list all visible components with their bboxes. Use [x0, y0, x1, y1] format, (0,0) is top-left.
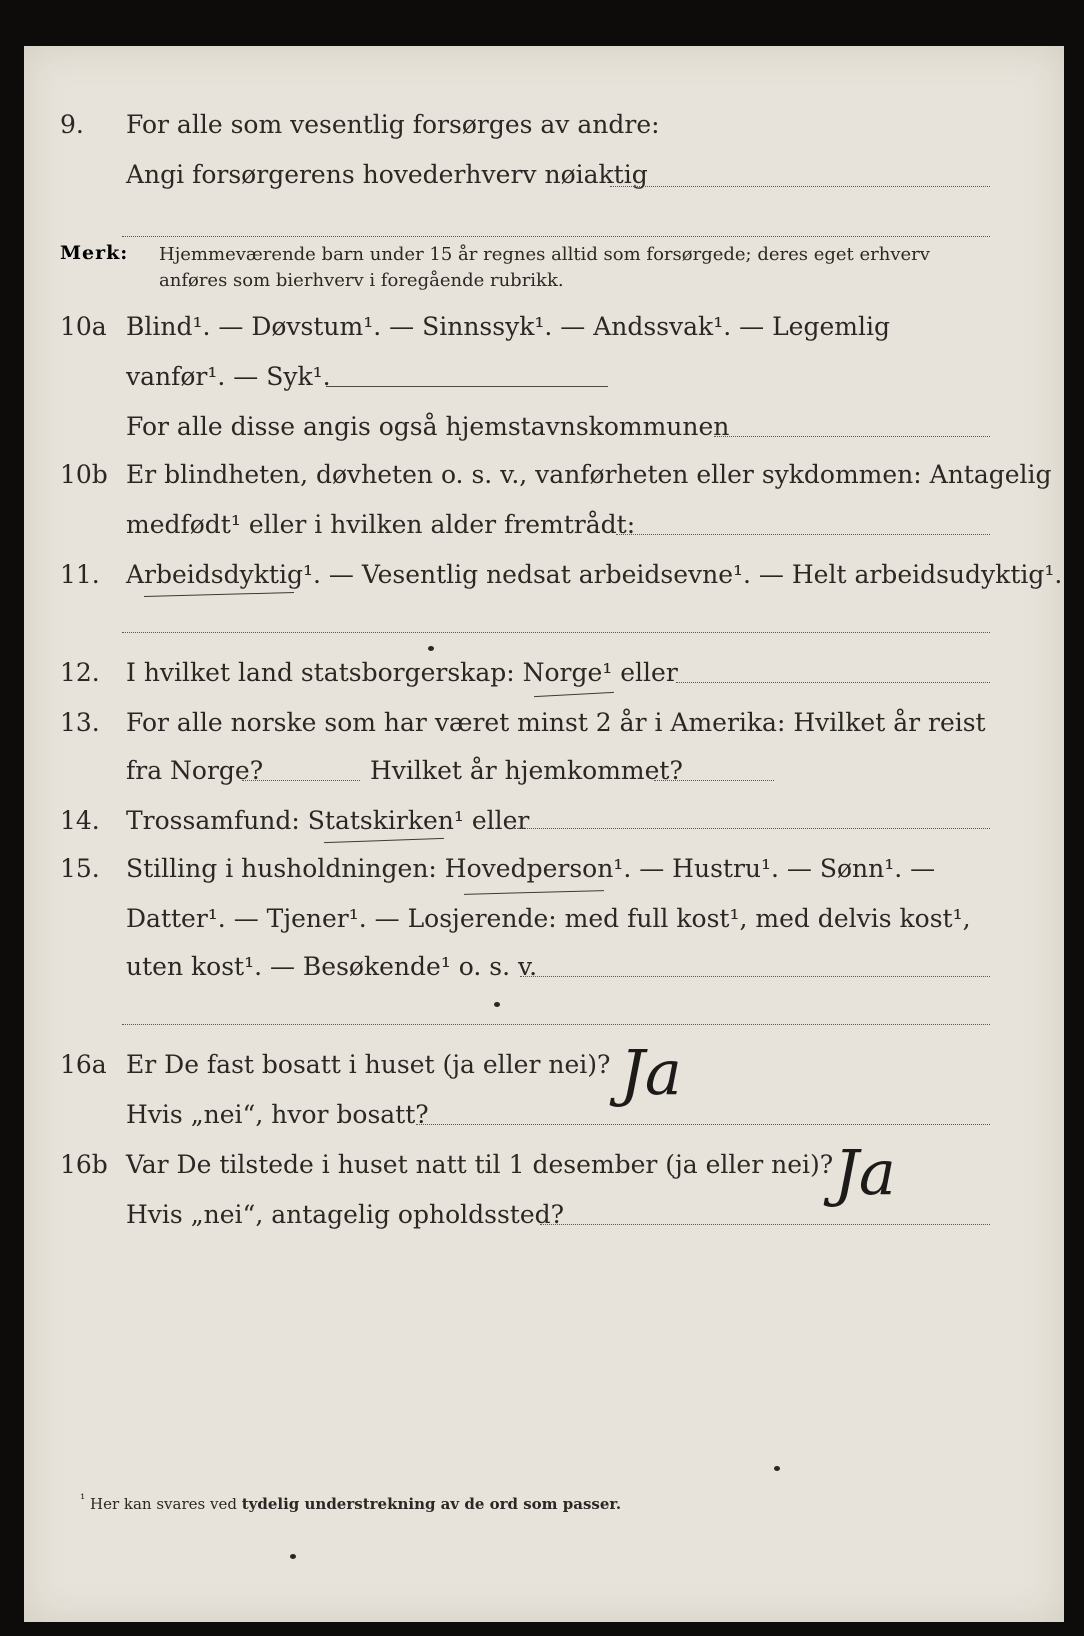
answer-line[interactable]	[122, 632, 990, 633]
question-text: Stilling i husholdningen: Hovedperson¹. — Hustru¹. — Sønn¹. —	[126, 854, 936, 883]
question-text: Angi forsørgerens hovederhverv nøiaktig	[126, 160, 648, 189]
ink-speck	[774, 1466, 780, 1471]
question-text: Hvis „nei“, hvor bosatt?	[126, 1100, 429, 1129]
question-text: Er De fast bosatt i huset (ja eller nei)?	[126, 1050, 611, 1079]
question-text: For alle som vesentlig forsørges av andre:	[126, 110, 660, 139]
answer-line[interactable]	[326, 386, 608, 387]
answer-line[interactable]	[122, 1024, 990, 1025]
question-text: Hvis „nei“, antagelig opholdssted?	[126, 1200, 565, 1229]
question-number: 12.	[60, 658, 100, 687]
note-text-line-1: Hjemmeværende barn under 15 år regnes alltid som forsørgede; deres eget erhverv	[159, 244, 930, 265]
answer-line[interactable]	[714, 436, 990, 437]
question-text: For alle disse angis også hjemstavnskommunen	[126, 412, 730, 441]
handwritten-underline	[324, 838, 444, 843]
handwritten-underline	[464, 890, 604, 895]
question-text: fra Norge?	[126, 756, 264, 785]
question-text: medfødt¹ eller i hvilken alder fremtrådt:	[126, 510, 636, 539]
answer-line[interactable]	[514, 828, 990, 829]
answer-line[interactable]	[654, 780, 774, 781]
answer-line[interactable]	[416, 1124, 990, 1125]
census-form-page	[24, 46, 1064, 1622]
question-number: 16b	[60, 1150, 108, 1179]
footnote-emphasis: tydelig understrekning av de ord som passer.	[241, 1495, 622, 1513]
handwritten-answer: Ja	[834, 1136, 896, 1209]
ink-speck	[428, 646, 434, 651]
question-text: vanfør¹. — Syk¹.	[126, 362, 331, 391]
question-text: Hvilket år hjemkommet?	[370, 756, 683, 785]
footnote-text: Her kan svares ved	[90, 1495, 242, 1513]
note-label: Merk:	[60, 242, 129, 264]
question-text: I hvilket land statsborgerskap: Norge¹ eller	[126, 658, 678, 687]
question-number: 10a	[60, 312, 107, 341]
question-number: 9.	[60, 110, 84, 139]
handwritten-answer: Ja	[620, 1036, 682, 1109]
ink-speck	[494, 1002, 500, 1007]
question-number: 16a	[60, 1050, 107, 1079]
question-text: For alle norske som har været minst 2 år i Amerika: Hvilket år reist	[126, 708, 986, 737]
answer-line[interactable]	[242, 780, 360, 781]
answer-line[interactable]	[610, 186, 990, 187]
question-text: Arbeidsdyktig¹. — Vesentlig nedsat arbeidsevne¹. — Helt arbeidsudyktig¹.	[126, 560, 1063, 589]
question-text: uten kost¹. — Besøkende¹ o. s. v.	[126, 952, 538, 981]
question-text: Er blindheten, døvheten o. s. v., vanførheten eller sykdommen: Antagelig	[126, 460, 1052, 489]
question-number: 13.	[60, 708, 100, 737]
question-number: 10b	[60, 460, 108, 489]
handwritten-underline	[534, 692, 614, 697]
question-text: Blind¹. — Døvstum¹. — Sinnssyk¹. — Andssvak¹. — Legemlig	[126, 312, 890, 341]
answer-line[interactable]	[540, 1224, 990, 1225]
answer-line[interactable]	[616, 534, 990, 535]
question-number: 15.	[60, 854, 100, 883]
answer-line[interactable]	[122, 236, 990, 237]
note-text-line-2: anføres som bierhverv i foregående rubrikk.	[159, 270, 564, 291]
footnote-mark: ¹	[80, 1492, 86, 1507]
answer-line[interactable]	[520, 976, 990, 977]
question-text: Trossamfund: Statskirken¹ eller	[126, 806, 530, 835]
handwritten-underline	[144, 592, 294, 597]
question-text: Datter¹. — Tjener¹. — Losjerende: med full kost¹, med delvis kost¹,	[126, 904, 971, 933]
ink-speck	[290, 1554, 296, 1559]
question-text: Var De tilstede i huset natt til 1 desember (ja eller nei)?	[126, 1150, 834, 1179]
footnote	[80, 1492, 621, 1513]
question-number: 14.	[60, 806, 100, 835]
question-number: 11.	[60, 560, 100, 589]
answer-line[interactable]	[676, 682, 990, 683]
